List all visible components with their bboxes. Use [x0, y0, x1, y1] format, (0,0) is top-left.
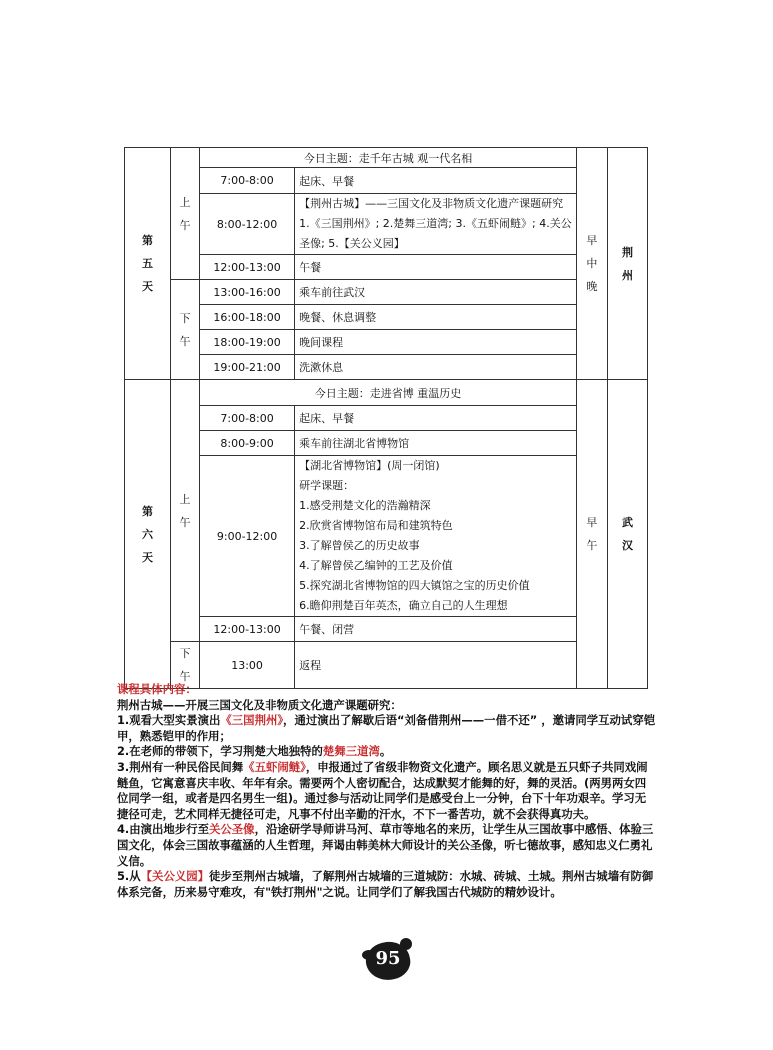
activity-cell: 起床、早餐	[295, 406, 577, 431]
content-item-1: 1.观看大型实景演出《三国荆州》，通过演出了解歇后语“刘备借荆州——一借不还” ，邀请同学互动试穿铠甲，熟悉铠甲的作用；	[117, 713, 656, 743]
day5-meals: 早 中 晚	[576, 148, 607, 380]
activity-cell: 乘车前往武汉	[295, 280, 577, 305]
day6-meals: 早 午	[576, 380, 607, 689]
content-intro: 荆州古城——开展三国文化及非物质文化遗产课题研究：	[117, 697, 402, 712]
page-number-badge	[362, 934, 414, 986]
time-cell: 16:00-18:00	[200, 305, 295, 330]
time-cell: 9:00-12:00	[200, 456, 295, 617]
course-content	[117, 682, 657, 900]
activity-cell: 午餐	[295, 255, 577, 280]
activity-cell: 乘车前往湖北省博物馆	[295, 431, 577, 456]
time-cell: 12:00-13:00	[200, 255, 295, 280]
time-cell: 7:00-8:00	[200, 406, 295, 431]
activity-cell: 返程	[295, 642, 577, 689]
activity-cell-multiline: 【荆州古城】——三国文化及非物质文化遗产课题研究 1.《三国荆州》; 2.楚舞三道湾; 3.《五虾闹鲢》; 4.关公 圣像; 5.【关公义园】	[295, 194, 577, 255]
activity-cell: 洗漱休息	[295, 355, 577, 380]
activity-cell: 晚间课程	[295, 330, 577, 355]
day5-label: 第 五 天	[125, 148, 171, 380]
content-item-5: 5.从【关公义园】徒步至荆州古城墙，了解荆州古城墙的三道城防：水城、砖城、土城。荆州古城墙有防御体系完备，历来易守难攻，有"铁打荆州"之说。让同学们了解我国古代城防的精妙设计。	[117, 869, 654, 899]
content-item-4: 4.由演出地步行至关公圣像，沿途研学导师讲马河、草市等地名的来历，让学生从三国故事中感悟、体验三国文化，体会三国故事蕴涵的人生哲理，拜谒由韩美林大师设计的关公圣像，听七德故事，感知忠义仁勇礼义信。	[117, 822, 654, 868]
day5-pm-label: 下 午	[171, 280, 200, 380]
day6-am-label: 上 午	[171, 380, 200, 642]
activity-cell: 晚餐、休息调整	[295, 305, 577, 330]
day6-city: 武 汉	[607, 380, 647, 689]
day5-theme: 今日主题：走千年古城 观一代名相	[200, 148, 577, 168]
schedule-table	[124, 147, 648, 689]
activity-cell: 起床、早餐	[295, 168, 577, 194]
day6-theme: 今日主题：走进省博 重温历史	[200, 380, 577, 406]
activity-cell: 午餐、闭营	[295, 617, 577, 642]
page-number: 95	[375, 948, 401, 969]
time-cell: 18:00-19:00	[200, 330, 295, 355]
time-cell: 8:00-9:00	[200, 431, 295, 456]
day6-pm-label: 下午	[171, 642, 200, 689]
time-cell: 8:00-12:00	[200, 194, 295, 255]
activity-cell-multiline: 【湖北省博物馆】(周一闭馆) 研学课题： 1.感受荆楚文化的浩瀚精深 2.欣赏省博物馆布局和建筑特色 3.了解曾侯乙的历史故事 4.了解曾侯乙编钟的工艺及价值 5.探究湖北省博物馆的四大镇馆之宝的历史价值 6.瞻仰荆楚百年英杰，确立自己的人生理想	[295, 456, 577, 617]
content-item-3: 3.荆州有一种民俗民间舞《五虾闹鲢》，申报通过了省级非物资文化遗产。顾名思义就是五只虾子共同戏闹鲢鱼，它寓意喜庆丰收、年年有余。需要两个人密切配合，达成默契才能舞的好，舞的灵活。(两男两女四位同学一组，或者是四名男生一组)。通过参与活动让同学们是感受台上一分钟，台下十年功艰辛。学习无捷径可走，艺术同样无捷径可走，凡事不付出辛勤的汗水，不下一番苦功，就不会获得真功夫。	[117, 759, 648, 821]
day6-label: 第 六 天	[125, 380, 171, 689]
day5-city: 荆 州	[607, 148, 647, 380]
time-cell: 12:00-13:00	[200, 617, 295, 642]
time-cell: 13:00-16:00	[200, 280, 295, 305]
content-item-2: 2.在老师的带领下，学习荆楚大地独特的楚舞三道湾。	[117, 744, 392, 759]
time-cell: 13:00	[200, 642, 295, 689]
content-heading: 课程具体内容：	[117, 682, 197, 696]
time-cell: 19:00-21:00	[200, 355, 295, 380]
time-cell: 7:00-8:00	[200, 168, 295, 194]
day5-am-label: 上 午	[171, 148, 200, 280]
